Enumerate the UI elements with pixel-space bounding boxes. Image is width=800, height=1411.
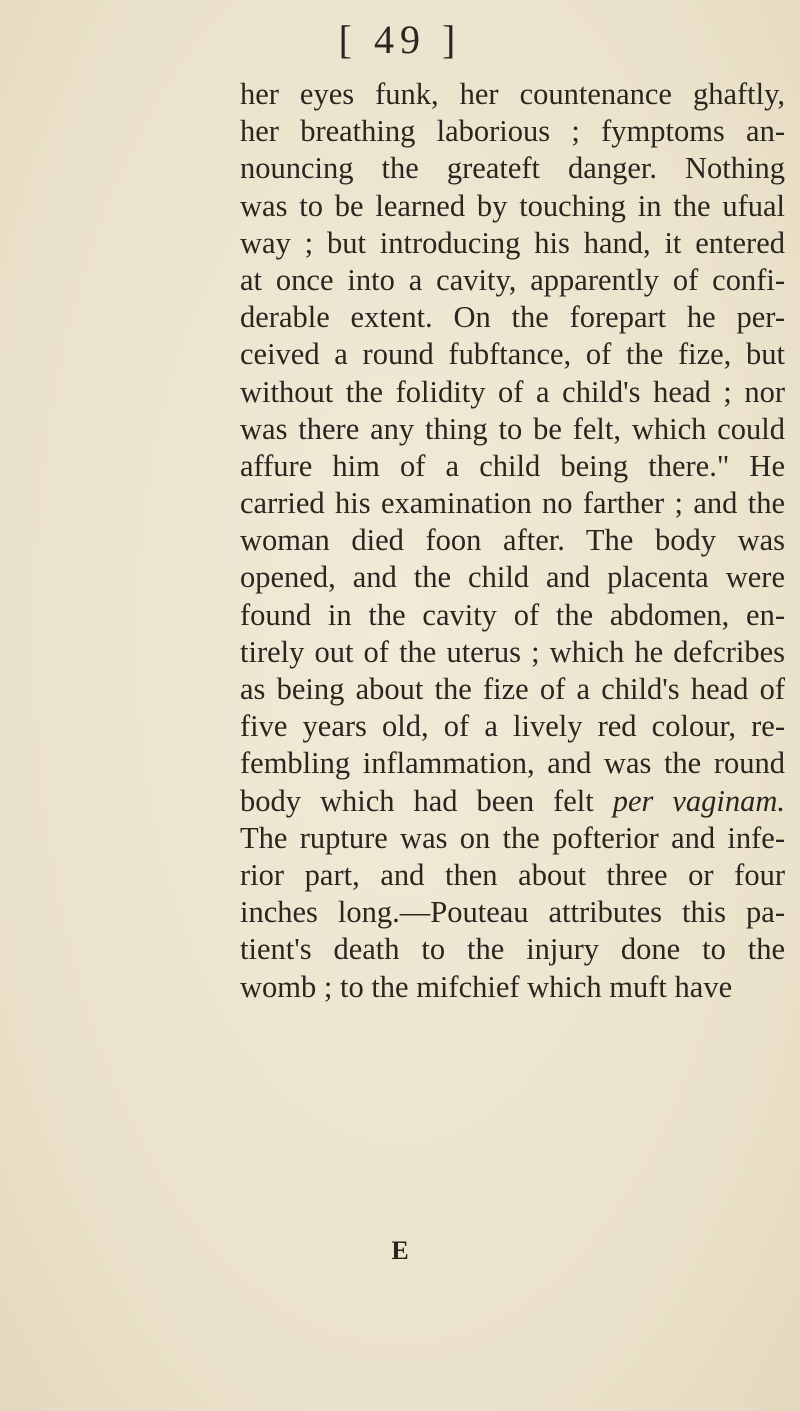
page-number-header: [ 49 ] [338,17,462,62]
text-line: was there any thing to be felt, which could [240,411,785,446]
text-line-with-italic [240,783,785,820]
text-line: at once into a cavity, apparently of confi- [240,262,785,297]
text-line: was to be learned by touching in the ufual [240,188,785,223]
text-segment: body which had been felt [240,783,613,818]
text-line: nouncing the greateft danger. Nothing [240,151,785,186]
text-line: opened, and the child and placenta were [240,560,785,595]
text-line: tient's death to the injury done to the [240,932,785,967]
text-line: affure him of a child being there." He [240,448,785,483]
signature-mark: E [391,1236,409,1265]
text-line: carried his examination no farther ; and the [240,486,785,521]
body-text [240,76,785,1006]
text-line: as being about the fize of a child's head of [240,672,785,706]
text-line: inches long.—Pouteau attributes this pa- [240,895,785,930]
text-line: rior part, and then about three or four [240,857,785,892]
text-line: woman died foon after. The body was [240,523,785,558]
text-line: five years old, of a lively red colour, re- [240,709,785,744]
text-line: The rupture was on the pofterior and infe- [240,820,785,855]
text-line: womb ; to the mifchief which muft have [240,969,733,1004]
text-line: derable extent. On the forepart he per- [240,300,785,335]
text-line: without the folidity of a child's head ; nor [240,374,785,409]
text-line: her eyes funk, her countenance ghaftly, [240,77,785,111]
text-line: her breathing laborious ; fymptoms an- [240,114,785,149]
text-line: ceived a round fubftance, of the fize, but [240,337,785,372]
text-line: fembling inflammation, and was the round [240,746,785,781]
text-line: tirely out of the uterus ; which he defcribes [240,634,785,669]
text-line: way ; but introducing his hand, it entered [240,225,785,260]
italic-phrase: per vaginam. [612,783,785,818]
text-line: found in the cavity of the abdomen, en- [240,597,785,632]
